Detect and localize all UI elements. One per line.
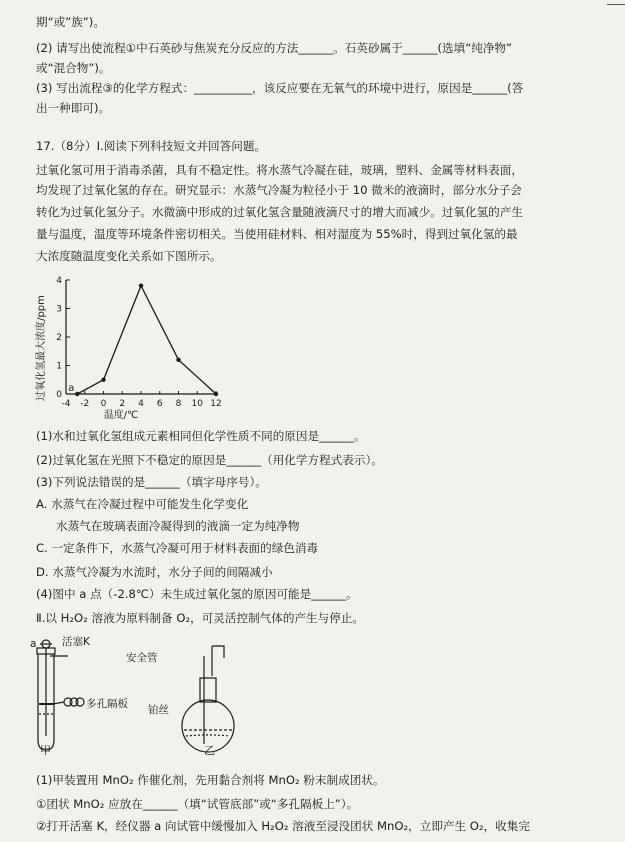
- x-tick-label: -4: [61, 399, 71, 409]
- x-tick-label: 4: [138, 399, 144, 409]
- x-tick-label: 8: [175, 399, 182, 409]
- question-2: (2)过氧化氢在光照下不稳定的原因是______（用化学方程式表示）。: [36, 453, 383, 467]
- y-tick-label: 2: [56, 333, 62, 343]
- x-tick-label: 2: [119, 399, 126, 409]
- chart-xlabel: 温度/℃: [103, 410, 139, 421]
- y-tick-label: 0: [56, 390, 62, 400]
- question-4: (4)图中 a 点（-2.8℃）未生成过氧化氢的原因可能是______。: [36, 587, 358, 601]
- caption-jia: 甲: [40, 744, 51, 757]
- question-17-heading: 17.（8分）Ⅰ.阅读下列科技短文并回答问题。: [36, 139, 267, 153]
- x-tick-label: -2: [80, 399, 90, 409]
- y-tick-label: 1: [56, 361, 62, 372]
- passage-line-4: 量与温度，温度等环境条件密切相关。当使用硅材料、相对湿度为 55%时，得到过氧化氢的最: [36, 227, 518, 241]
- label-platinum-wire: 铂丝: [148, 704, 169, 716]
- chart-ylabel: 过氧化氢最大浓度/ppm: [36, 295, 47, 401]
- label-valve-k: 活塞K: [62, 636, 90, 648]
- data-point: [176, 358, 180, 362]
- x-tick-label: 0: [100, 399, 107, 409]
- option-a: A. 水蒸气在冷凝过程中可能发生化学变化: [36, 497, 249, 511]
- chart-series-line: [77, 286, 216, 394]
- label-safety-tube: 安全管: [126, 652, 158, 664]
- x-tick-label: 10: [191, 399, 203, 409]
- question-3: (3)下列说法错误的是______（填字母序号）。: [36, 475, 267, 489]
- data-point: [139, 284, 143, 288]
- label-porous-plate: 多孔隔板: [86, 698, 128, 710]
- text-line-5: 出一种即可)。: [36, 101, 111, 115]
- option-d: D. 水蒸气冷凝为水流时，水分子间的间隔减小: [36, 565, 273, 579]
- label-a: a: [30, 638, 37, 650]
- option-c: C. 一定条件下，水蒸气冷凝可用于材料表面的绿色消毒: [36, 541, 319, 555]
- apparatus-yi: [182, 646, 234, 752]
- text-line-3: 或“混合物”)。: [36, 61, 111, 75]
- text-line-2: (2) 请写出使流程①中石英砂与焦炭充分反应的方法______。石英砂属于______(选填“纯净物”: [36, 41, 513, 55]
- text-line-1: 期“或”族”)。: [36, 15, 105, 29]
- passage-line-2: 均发现了过氧化氢的存在。研究显示：水蒸气冷凝为粒径小于 10 微米的液滴时，部分水分子会: [36, 183, 522, 197]
- x-tick-label: 12: [210, 399, 222, 409]
- passage-line-3: 转化为过氧化氢分子。水微滴中形成的过氧化氢含量随液滴尺寸的增大而减少。过氧化氢的产生: [36, 205, 523, 219]
- x-tick-label: 6: [156, 399, 163, 409]
- part-ii-heading: Ⅱ.以 H₂O₂ 溶液为原料制备 O₂，可灵活控制气体的产生与停止。: [36, 611, 365, 625]
- apparatus-diagram: [28, 636, 268, 758]
- data-point: [101, 378, 105, 382]
- h2o2-concentration-chart: [30, 270, 230, 420]
- text-line-4: (3) 写出流程③的化学方程式：__________，该反应要在无氧气的环境中进行，原因是______(答: [36, 81, 524, 95]
- y-tick-label: 4: [56, 276, 62, 286]
- question-1: (1)水和过氧化氢组成元素相同但化学性质不同的原因是______。: [36, 429, 366, 443]
- part-ii-question-1-2: ②打开活塞 K，经仪器 a 向试管中缓慢加入 H₂O₂ 溶液至浸没团状 MnO₂，立即产生 O₂，收集完: [36, 819, 530, 833]
- passage-line-5: 大浓度随温度变化关系如下图所示。: [36, 249, 222, 263]
- option-b: 水蒸气在玻璃表面冷凝得到的液滴一定为纯净物: [56, 519, 300, 533]
- passage-line-1: 过氧化氢可用于消毒杀菌，具有不稳定性。将水蒸气冷凝在硅，玻璃，塑料、金属等材料表面，: [36, 163, 523, 177]
- chart-point-a-label: a: [68, 383, 75, 394]
- y-tick-label: 3: [56, 304, 62, 315]
- data-point: [214, 392, 218, 396]
- part-ii-question-1-1: ①团状 MnO₂ 应放在______（填“试管底部”或“多孔隔板上”）。: [36, 797, 359, 811]
- part-ii-question-1: (1)甲装置用 MnO₂ 作催化剂，先用黏合剂将 MnO₂ 粉末制成团状。: [36, 773, 385, 787]
- caption-yi: 乙: [204, 744, 215, 757]
- apparatus-jia: [37, 640, 84, 750]
- corner-mark: [607, 4, 625, 5]
- data-point: [75, 392, 79, 396]
